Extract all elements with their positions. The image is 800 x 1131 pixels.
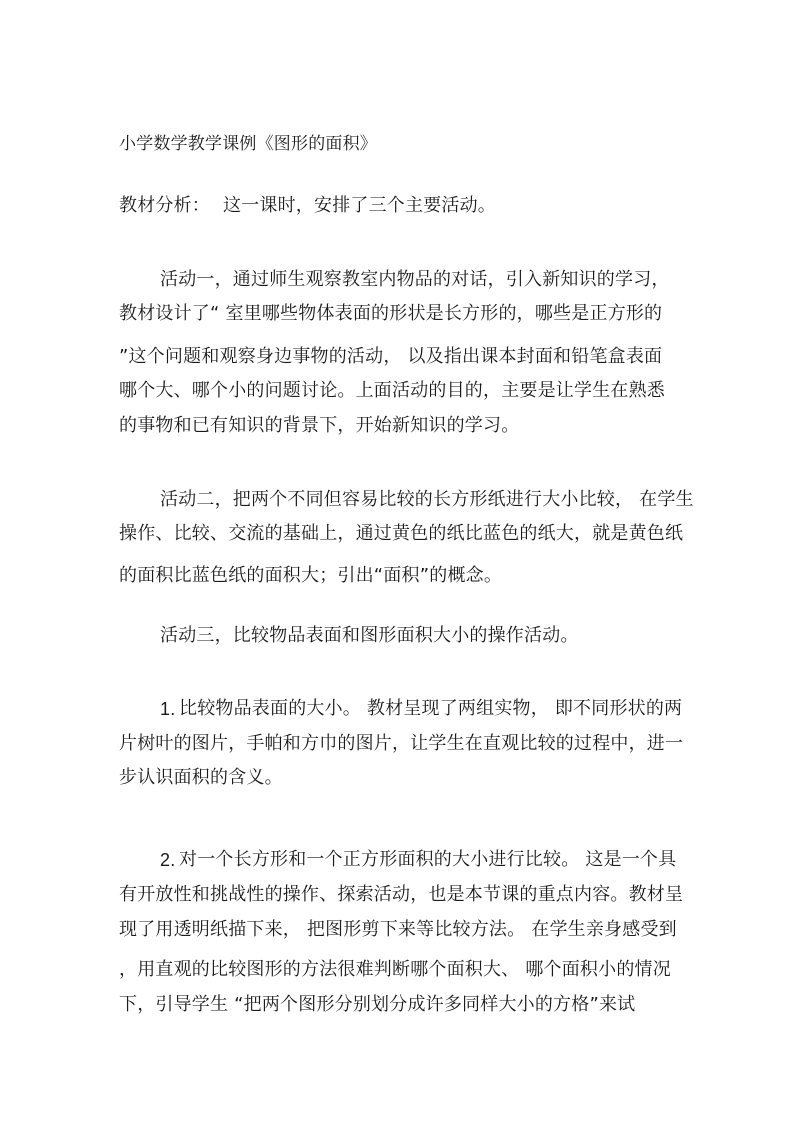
activity1-line-1: 活动一，通过师生观察教室内物品的对话，引入新知识的学习， [160, 269, 670, 290]
item2-line-2: 有开放性和挑战性的操作、探索活动，也是本节课的重点内容。教材呈 [119, 884, 684, 905]
activity2-line-1: 活动二，把两个不同但容易比较的长方形纸进行大小比较， 在学生 [160, 489, 694, 510]
item2-line-1: 对一个长方形和一个正方形面积的大小进行比较。 这是一个具 [179, 849, 677, 870]
activity1-line-2: 教材设计了“ 室里哪些物体表面的形状是长方形的，哪些是正方形的 [119, 303, 663, 324]
item2-number: 2. [160, 850, 176, 870]
item2-line-3: 现了用透明纸描下来， 把图形剪下来等比较方法。 在学生亲身感受到 [119, 919, 677, 940]
item2-line-4: ，用直观的比较图形的方法很难判断哪个面积大、 哪个面积小的情况 [119, 959, 671, 980]
activity1-line-3: ”这个问题和观察身边事物的活动， 以及指出课本封面和铅笔盒表面 [119, 346, 663, 367]
item1-number: 1. [160, 699, 176, 719]
activity1-line-4: 哪个大、哪个小的问题讨论。上面活动的目的，主要是让学生在熟悉 [119, 380, 665, 401]
activity3-text: 活动三，比较物品表面和图形面积大小的操作活动。 [160, 625, 579, 646]
activity2-line-3: 的面积比蓝色纸的面积大；引出“面积”的概念。 [119, 565, 503, 586]
document-title: 小学数学教学课例《图形的面积》 [119, 134, 377, 154]
activity1-line-5: 的事物和已有知识的背景下，开始新知识的学习。 [119, 415, 520, 436]
item1-line-2: 片树叶的图片，手帕和方巾的图片，让学生在直观比较的过程中，进一 [119, 733, 684, 754]
item2-line-5: 下，引导学生 “把两个图形分别划分成许多同样大小的方格”来试 [119, 994, 636, 1015]
activity2-line-2: 操作、比较、交流的基础上，通过黄色的纸比蓝色的纸大，就是黄色纸 [119, 523, 684, 544]
analysis-label: 教材分析： [119, 195, 210, 216]
analysis-text: 这一课时，安排了三个主要活动。 [223, 195, 496, 216]
item1-line-1: 比较物品表面的大小。 教材呈现了两组实物， 即不同形状的两 [179, 698, 683, 719]
item1-line-3: 步认识面积的含义。 [119, 767, 283, 788]
